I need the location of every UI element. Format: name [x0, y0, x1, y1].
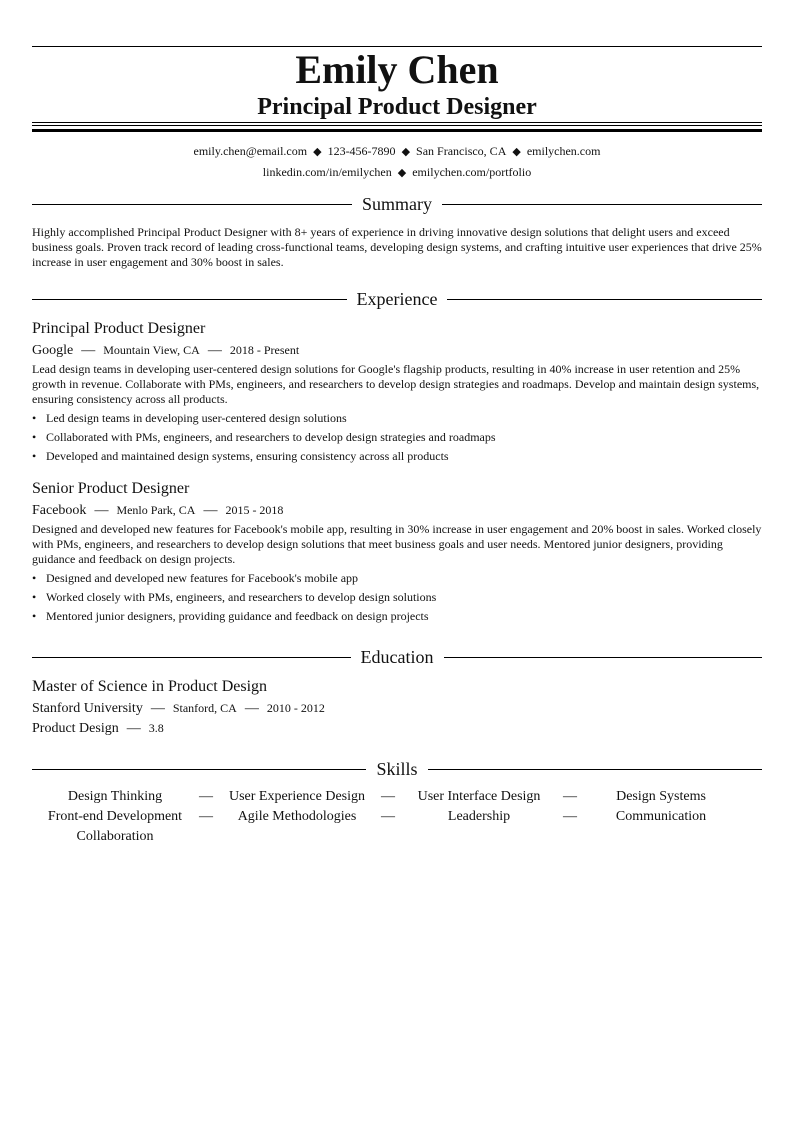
heading-rule — [428, 769, 762, 770]
job-meta — [32, 341, 299, 360]
list-item — [32, 409, 762, 428]
skill-item: User Interface Design — [417, 789, 541, 804]
contact-line-1 — [32, 143, 762, 160]
dash-separator: — — [150, 701, 165, 716]
job-dates: 2015 - 2018 — [225, 503, 284, 517]
candidate-title: Principal Product Designer — [257, 94, 537, 120]
dash-separator: — — [203, 503, 218, 518]
gpa-value: 3.8 — [148, 721, 164, 735]
list-item — [32, 607, 762, 626]
skills-row — [32, 807, 762, 827]
diamond-separator-icon: ◆ — [397, 167, 407, 179]
dash-separator: — — [94, 503, 109, 518]
bullet-text: Mentored junior designers, providing guidance and feedback on design projects — [46, 609, 429, 623]
job-meta — [32, 501, 283, 520]
dash-separator: — — [81, 343, 96, 358]
skill-item: Agile Methodologies — [237, 809, 357, 824]
bullet-icon: • — [32, 430, 37, 444]
bullet-icon: • — [32, 590, 37, 604]
education-meta — [32, 699, 325, 718]
bullet-text: Collaborated with PMs, engineers, and researchers to develop design strategies and roadmaps — [46, 430, 496, 444]
bullet-icon: • — [32, 449, 37, 463]
diamond-separator-icon: ◆ — [512, 146, 521, 158]
skill-item: Design Thinking — [67, 789, 163, 804]
heading-rule — [32, 657, 351, 658]
phone-text: 123-456-7890 — [327, 144, 396, 158]
summary-heading-label: Summary — [362, 194, 432, 214]
company-name: Google — [32, 343, 74, 358]
heading-rule — [442, 204, 762, 205]
heading-rule — [444, 657, 763, 658]
skill-item: Communication — [615, 809, 707, 824]
experience-heading — [32, 287, 762, 311]
header-rule — [32, 122, 762, 123]
job-location: Menlo Park, CA — [116, 503, 196, 517]
skills-heading — [32, 757, 762, 781]
education-heading — [32, 645, 762, 669]
header-rule — [32, 125, 762, 126]
heading-rule — [32, 204, 352, 205]
skill-separator: — — [199, 809, 213, 824]
skill-separator: — — [563, 809, 577, 824]
job-bullets — [32, 569, 762, 626]
education-dates: 2010 - 2012 — [266, 701, 325, 715]
header-rule-thick — [32, 129, 762, 132]
bullet-text: Led design teams in developing user-centered design solutions — [46, 411, 347, 425]
location-text: San Francisco, CA — [416, 144, 507, 158]
email-link[interactable]: emily.chen@email.com — [193, 144, 308, 158]
summary-heading — [32, 192, 762, 216]
skill-item: Collaboration — [76, 829, 154, 844]
field-of-study: Product Design — [32, 721, 119, 736]
job-bullets — [32, 409, 762, 466]
bullet-icon: • — [32, 609, 37, 623]
website-link[interactable]: emilychen.com — [526, 144, 601, 158]
skills-row — [32, 827, 762, 847]
list-item — [32, 588, 762, 607]
skill-item: User Experience Design — [228, 789, 366, 804]
job-title: Principal Product Designer — [32, 320, 206, 337]
job-dates: 2018 - Present — [229, 343, 300, 357]
skill-separator: — — [563, 789, 577, 804]
bullet-text: Designed and developed new features for Facebook's mobile app — [46, 571, 359, 585]
job-description: Designed and developed new features for Facebook's mobile app, resulting in 30% increase in user engagement and 20% boost in sales. Worked closely with PMs, engineers, and researchers to develop design solutions that meet business goals and user needs. Mentored junior designers, providing guidance and feedback on design projects. — [32, 522, 762, 566]
diamond-separator-icon: ◆ — [313, 146, 322, 158]
list-item — [32, 428, 762, 447]
heading-rule — [447, 299, 762, 300]
dash-separator: — — [207, 343, 222, 358]
skill-item: Design Systems — [616, 789, 706, 804]
skills-grid — [32, 787, 762, 847]
skill-separator: — — [381, 789, 395, 804]
dash-separator: — — [244, 701, 259, 716]
diamond-separator-icon: ◆ — [401, 146, 411, 158]
bullet-icon: • — [32, 411, 37, 425]
job-location: Mountain View, CA — [103, 343, 200, 357]
candidate-name: Emily Chen — [295, 47, 499, 92]
skill-separator: — — [199, 789, 213, 804]
heading-rule — [32, 769, 366, 770]
experience-heading-label: Experience — [356, 289, 438, 309]
skills-heading-label: Skills — [376, 759, 418, 779]
education-heading-label: Education — [360, 647, 434, 667]
list-item — [32, 569, 762, 588]
skill-item: Leadership — [447, 809, 511, 824]
skill-item: Front-end Development — [47, 809, 183, 824]
bullet-text: Worked closely with PMs, engineers, and researchers to develop design solutions — [46, 590, 437, 604]
degree-title: Master of Science in Product Design — [32, 678, 268, 695]
school-name: Stanford University — [32, 701, 143, 716]
linkedin-link[interactable]: linkedin.com/in/emilychen — [262, 165, 392, 179]
heading-rule — [32, 299, 347, 300]
list-item — [32, 447, 762, 466]
job-title: Senior Product Designer — [32, 480, 190, 497]
job-description: Lead design teams in developing user-centered design solutions for Google's flagship products, resulting in 40% increase in user retention and 25% growth in revenue. Collaborate with PMs, engineers, and researchers to develop design strategies and roadmaps. Develop and maintain design systems, ensuring consistency across all products. — [32, 362, 760, 406]
school-location: Stanford, CA — [172, 701, 237, 715]
portfolio-link[interactable]: emilychen.com/portfolio — [412, 165, 532, 179]
bullet-icon: • — [32, 571, 37, 585]
contact-line-2 — [32, 164, 762, 181]
skills-row — [32, 787, 762, 807]
education-field — [32, 719, 164, 738]
dash-separator: — — [126, 721, 141, 736]
bullet-text: Developed and maintained design systems, ensuring consistency across all products — [46, 449, 449, 463]
summary-text: Highly accomplished Principal Product Designer with 8+ years of experience in driving innovative design solutions that delight users and exceed business goals. Proven track record of leading cross-functional teams, developing design systems, and crafting intuitive user experiences that drive 25% increase in user engagement and 30% boost in sales. — [32, 225, 762, 269]
skill-separator: — — [381, 809, 395, 824]
company-name: Facebook — [32, 503, 87, 518]
